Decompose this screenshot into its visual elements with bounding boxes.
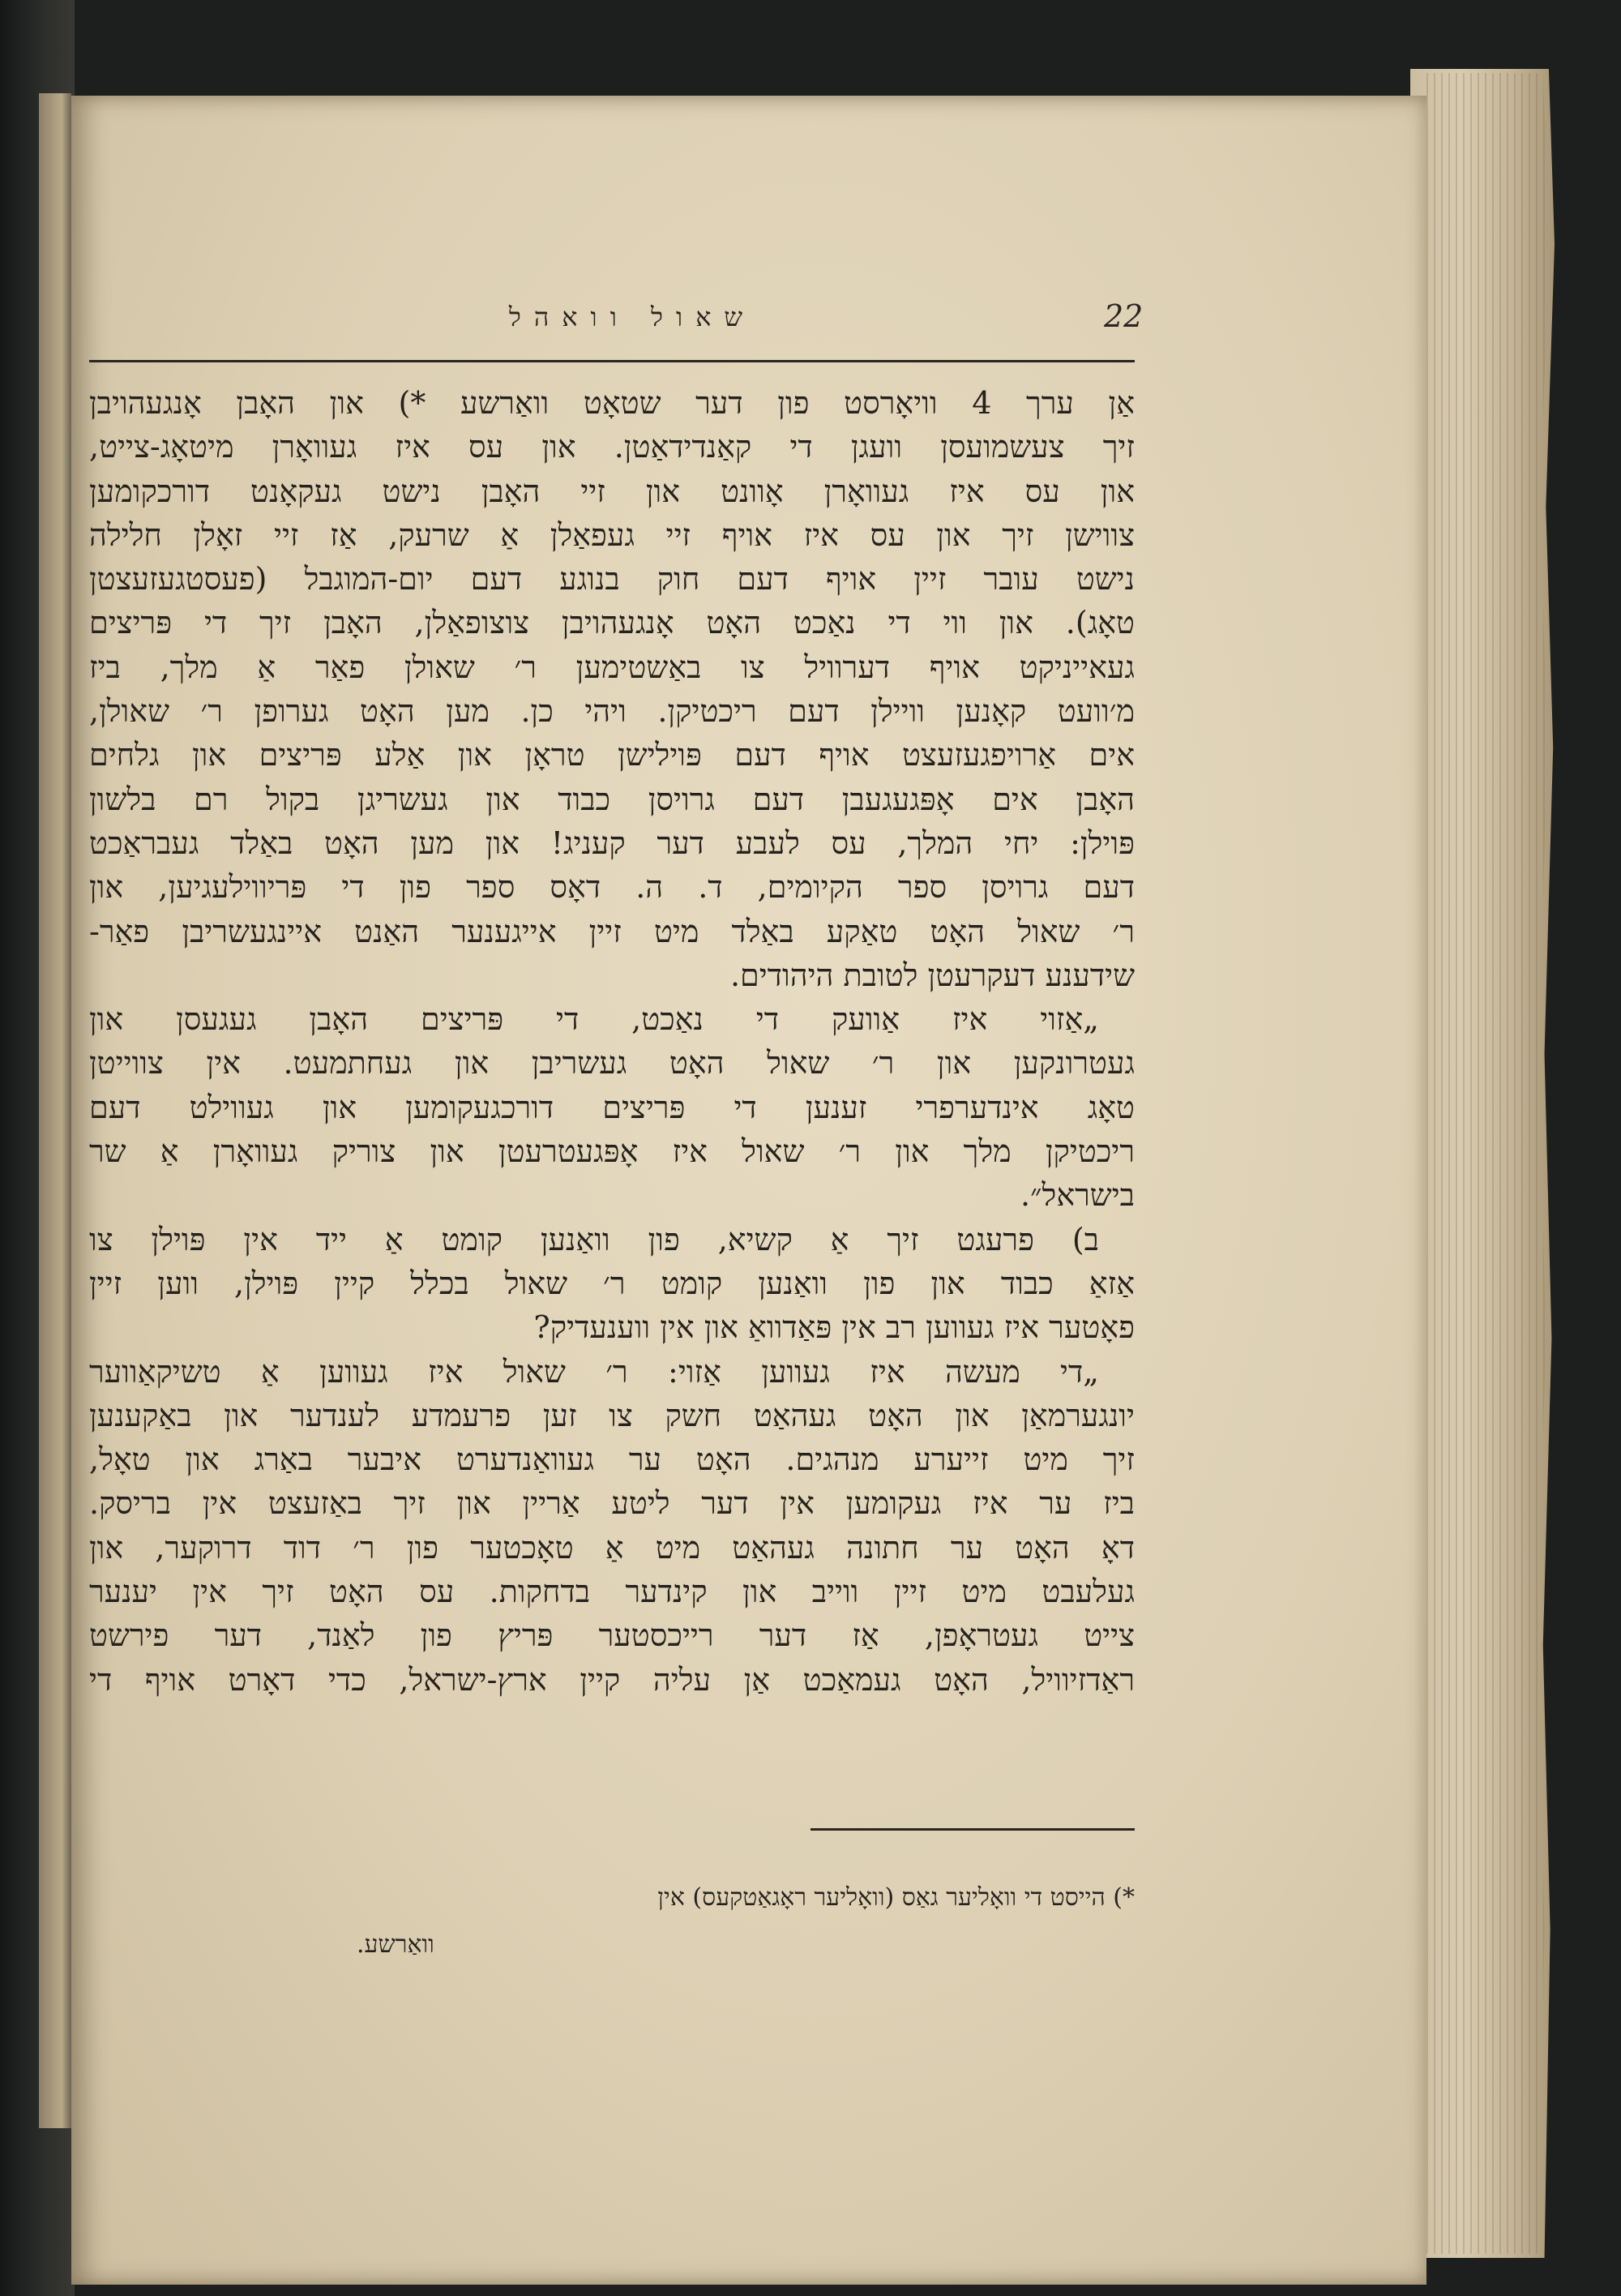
text-line: געלעבט מיט זיין ווייב און קינדער בדחקות. עס האָט זיך אין יענער bbox=[89, 1574, 1135, 1610]
text-line: טאָג אינדערפרי זענען די פּריצים דורכגעקומען און געווילט דעם bbox=[89, 1089, 1135, 1125]
text-line: ר׳ שאול האָט טאַקע באַלד מיט זיין אייגענער האַנט איינגעשריבן פאַר- bbox=[89, 913, 1135, 949]
page-stack-lines bbox=[1426, 73, 1548, 2254]
text-line: טאָג). און ווי די נאַכט האָט אָנגעהויבן צוצופאַלן, האָבן זיך די פּריצים bbox=[89, 605, 1135, 641]
facing-page-edge bbox=[39, 93, 73, 2128]
footnote-line: וואַרשע. bbox=[357, 1930, 434, 1959]
text-line: יונגערמאַן און האָט געהאַט חשק צו זען פרעמדע לענדער און באַקענען bbox=[89, 1397, 1135, 1433]
header-rule bbox=[89, 360, 1135, 362]
paragraph bbox=[89, 381, 1135, 997]
text-line: דעם גרויסן ספר הקיומים, ד. ה. דאָס ספר פון די פּריווילעגיען, און bbox=[89, 869, 1135, 906]
text-line: געאייניקט אויף דערוויל צו באַשטימען ר׳ שאולן פאַר אַ מלך, ביז bbox=[89, 649, 1135, 685]
footnote-rule bbox=[810, 1828, 1135, 1831]
text-line: זיך מיט זייערע מנהגים. האָט ער געוואַנדערט איבער באַרג און טאָל, bbox=[89, 1441, 1135, 1478]
text-line: האָבן אים אָפּגעגעבן דעם גרויסן כבוד און געשריגן בקול רם בלשון bbox=[89, 781, 1135, 817]
text-line: ביז ער איז געקומען אין דער ליטע אַריין און זיך באַזעצט אין בריסק. bbox=[89, 1485, 1135, 1522]
running-title: שאול וואהל bbox=[508, 302, 756, 332]
text-line: נישט עובר זיין אויף דעם חוק בנוגע דעם יום-המוגבל (פעסטגעזעצטן bbox=[89, 561, 1135, 598]
page-number: 22 bbox=[1104, 298, 1144, 334]
text-line: שידענע דעקרעטן לטובת היהודים. bbox=[729, 957, 1135, 993]
paragraph bbox=[89, 1350, 1135, 1702]
text-line: „די מעשה איז געווען אַזוי: ר׳ שאול איז געווען אַ טשיקאַווער bbox=[89, 1353, 1099, 1390]
page-header bbox=[89, 298, 1144, 347]
text-line: ב) פרעגט זיך אַ קשיא, פון וואַנען קומט אַ ייד אין פּוילן צו bbox=[89, 1221, 1099, 1257]
footnote bbox=[308, 1874, 1135, 1968]
paragraph bbox=[89, 1218, 1135, 1350]
text-line: פּוילן: יחי המלך, עס לעבע דער קעניג! און מען האָט באַלד געבראַכט bbox=[89, 825, 1135, 861]
text-line: אַן ערך 4 וויאָרסט פון דער שטאָט וואַרשע *) און האָבן אָנגעהויבן bbox=[89, 385, 1135, 421]
text-line: דאָ האָט ער חתונה געהאַט מיט אַ טאָכטער פון ר׳ דוד דרוקער, און bbox=[89, 1529, 1135, 1566]
text-line: אַזאַ כבוד און פון וואַנען קומט ר׳ שאול בכלל קיין פּוילן, ווען זיין bbox=[89, 1265, 1135, 1301]
text-line: צייט געטראָפן, אַז דער רייכסטער פּריץ פון לאַנד, דער פירשט bbox=[89, 1617, 1135, 1654]
text-line: פאָטער איז געווען רב אין פּאַדוואַ און אין ווענעדיק? bbox=[533, 1309, 1135, 1346]
text-line: און עס איז געוואָרן אָוונט און זיי האָבן נישט געקאָנט דורכקומען bbox=[89, 473, 1135, 509]
text-line: בישראל״. bbox=[1020, 1177, 1135, 1214]
paragraph bbox=[89, 997, 1135, 1217]
text-line: זיך צעשמועסן וועגן די קאַנדידאַטן. און עס איז געוואָרן מיטאָג-צייט, bbox=[89, 429, 1135, 465]
text-line: צווישן זיך און עס איז אויף זיי געפאַלן אַ שרעק, אַז זיי זאָלן חלילה bbox=[89, 516, 1135, 553]
text-line: מ׳וועט קאָנען וויילן דעם ריכטיקן. ויהי כן. מען האָט גערופן ר׳ שאולן, bbox=[89, 693, 1135, 730]
text-line: „אַזוי איז אַוועק די נאַכט, די פּריצים האָבן געגעסן און bbox=[89, 1001, 1099, 1038]
footnote-line: *) הייסט די וואָליער גאַס (וואָליער ראָגאַטקעס) אין bbox=[657, 1883, 1135, 1912]
text-line: ראַדזיוויל, האָט געמאַכט אַן עליה קיין ארץ-ישראל, כדי דאָרט אויף די bbox=[89, 1661, 1135, 1698]
text-line: געטרונקען און ר׳ שאול האָט געשריבן און געחתמעט. אין צווייטן bbox=[89, 1045, 1135, 1082]
text-line: אים אַרויפגעזעצט אויף דעם פּוילישן טראָן און אַלע פּריצים און גלחים bbox=[89, 737, 1135, 773]
body-text bbox=[89, 381, 1135, 1702]
text-line: ריכטיקן מלך און ר׳ שאול איז אָפּגעטרעטן און צוריק געוואָרן אַ שר bbox=[89, 1133, 1135, 1170]
